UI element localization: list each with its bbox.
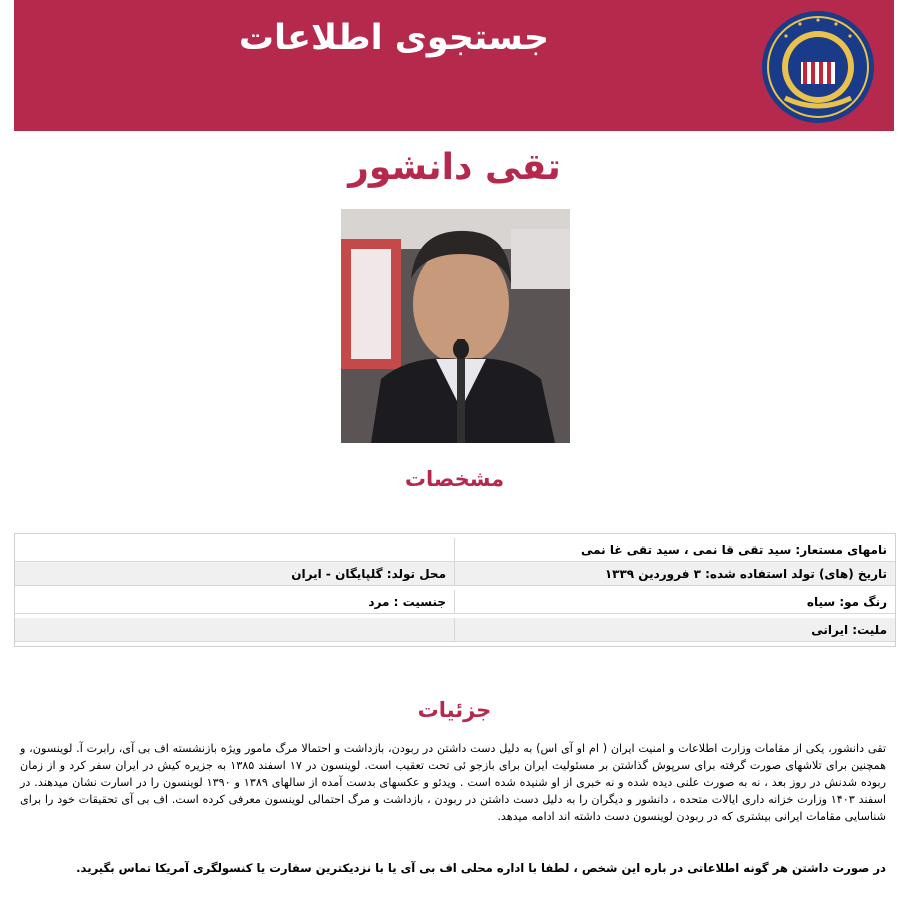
birth-place-field: محل تولد: گلپایگان - ایران <box>15 562 455 586</box>
nationality-field: ملیت: ایرانی <box>455 618 895 642</box>
birth-date-field: تاریخ (های) تولد استفاده شده: ۳ فروردین ۱۳۳۹ <box>455 562 895 586</box>
header-banner <box>14 0 894 131</box>
person-name: تقی دانشور <box>348 147 561 188</box>
details-paragraph: تقی دانشور، یکی از مقامات وزارت اطلاعات و امنیت ایران ( ام او آی اس) به دلیل دست داشتن در ربودن، بازداشت و احتمالا مرگ مامور ویژه بازنشسته اف بی آی، رابرت آ. لوینسون، و همچنین برای تلاشهای صورت گرفته برای سرپوش گذاشتن بر مسئولیت ایران برای بازجو ئی تحت تعقیب است. لوینسون در ۱۷ اسفند ۱۳۸۵ به جزیره کیش در ایران سفر کرد و از زمان ربوده شدنش در روز بعد ، نه به صورت علنی دیده شده و نه خبری از او شنیده شده است . ویدئو و عکسهای بدست آمده از سالهای ۱۳۸۹ و ۱۳۹۰ لوینسون را در اسارت نشان میدهند. در اسفند ۱۴۰۳ وزارت خزانه داری ایالات متحده ، دانشور و دیگران را به دلیل دست داشتن در ربودن ، بازداشت و مرگ احتمالی لوینسون معرفی کرده است. اف بی آی تحقیقات خود را برای شناسایی مقامات ایرانی بیشتری که در ربودن لوینسون دست داشته اند ادامه میدهد. <box>20 742 887 823</box>
aliases-field: نامهای مستعار: سید تقی قا نمی ، سید تقی غا نمی <box>455 538 895 562</box>
person-photo <box>341 209 570 443</box>
sex-field: جنسیت : مرد <box>15 590 455 614</box>
info-table <box>14 533 896 647</box>
empty-cell <box>15 618 455 642</box>
hair-color-field: رنگ مو: سیاه <box>455 590 895 614</box>
fbi-seal-logo <box>761 10 875 124</box>
page-title: جستجوی اطلاعات <box>238 18 550 58</box>
empty-cell <box>15 538 455 562</box>
characteristics-title: مشخصات <box>404 467 505 491</box>
details-title: جزئیات <box>417 698 492 722</box>
contact-notice: در صورت داشتن هر گونه اطلاعاتی در باره این شخص ، لطفا با اداره محلی اف بی آی یا با نزدیکترین سفارت یا کنسولگری آمریکا تماس بگیرید. <box>76 861 886 875</box>
